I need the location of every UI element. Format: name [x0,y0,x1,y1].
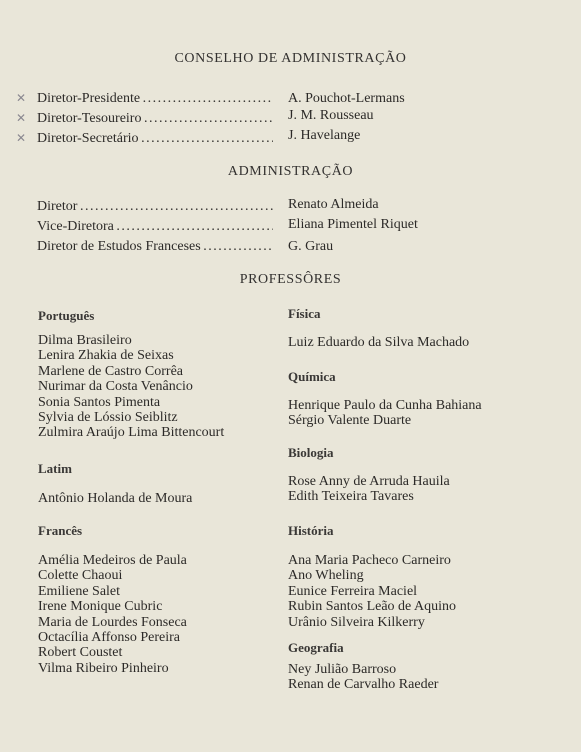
teacher-name: Renan de Carvalho Raeder [288,677,439,693]
teacher-name: Urânio Silveira Kilkerry [288,614,425,630]
teacher-name: Dilma Brasileiro [38,333,132,348]
teacher-name: Amélia Medeiros de Paula [38,553,187,568]
teacher-name: Sonia Santos Pimenta [38,394,161,410]
person-name: J. M. Rousseau [288,108,374,123]
teacher-name: Antônio Holanda de Moura [38,491,193,506]
teacher-name: Edith Teixeira Tavares [288,489,414,505]
teacher-name: Luiz Eduardo da Silva Machado [288,335,470,350]
teacher-name: Zulmira Araújo Lima Bittencourt [38,425,225,441]
teacher-name: Rubin Santos Leão de Aquino [288,599,456,615]
teacher-list [38,491,192,506]
subject-heading: Português [38,308,95,323]
role-label: Diretor-Presidente . . . [37,91,273,107]
teacher-name: Henrique Paulo da Cunha Bahiana [288,398,482,413]
person-name: A. Pouchot-Lermans [288,91,405,106]
council-heading: CONSELHO DE ADMINISTRAÇÃO [174,51,407,66]
teacher-name: Ney Julião Barroso [288,662,397,677]
subject-heading: Latim [38,461,72,476]
teacher-name: Eunice Ferreira Maciel [288,583,418,599]
teacher-name: Rose Anny de Arruda Hauila [288,474,450,489]
teacher-name: Maria de Lourdes Fonseca [38,614,187,630]
teacher-list [288,662,438,693]
person-name: Renato Almeida [288,197,379,212]
teacher-list [288,335,469,350]
teacher-list [288,398,482,429]
teacher-name: Vilma Ribeiro Pinheiro [38,660,169,676]
role-label: Diretor de Estudos Franceses . . . [37,239,273,255]
subject-heading: História [288,523,334,538]
role-label: Vice-Diretora . . . [37,219,273,235]
teacher-name: Sylvia de Lóssio Seiblitz [38,410,178,426]
teacher-name: Nurimar da Costa Venâncio [38,379,193,395]
role-label: Diretor-Secretário . . . [37,131,273,147]
teacher-list [288,553,456,630]
subject-heading: Química [288,369,336,384]
teacher-name: Emiliene Salet [38,583,121,599]
person-name: Eliana Pimentel Riquet [288,217,418,232]
role-label: Diretor . . . [37,199,273,215]
role-label: Diretor-Tesoureiro . . . [37,111,273,127]
person-name: J. Havelange [288,128,361,143]
teacher-name: Ana Maria Pacheco Carneiro [288,553,451,568]
subject-heading: Geografia [288,640,344,655]
administration-heading: ADMINISTRAÇÃO [227,164,354,179]
teacher-name: Robert Coustet [38,645,123,661]
teacher-name: Irene Monique Cubric [38,599,163,615]
pencil-tick-icon: ✕ [16,111,27,125]
teacher-list [288,474,450,505]
pencil-tick-icon: ✕ [16,91,27,105]
teacher-name: Marlene de Castro Corrêa [38,363,183,379]
teacher-name: Ano Wheling [288,568,364,584]
subject-heading: Biologia [288,445,334,460]
teacher-list [38,333,224,441]
pencil-tick-icon: ✕ [16,131,27,145]
teacher-name: Octacília Affonso Pereira [38,630,181,646]
teachers-heading: PROFESSÔRES [239,272,342,287]
subject-heading: Francês [38,523,83,538]
teacher-name: Lenira Zhakia de Seixas [38,348,174,364]
subject-heading: Física [288,306,321,321]
teacher-name: Sérgio Valente Duarte [288,413,412,429]
teacher-list [38,553,187,676]
person-name: G. Grau [288,239,334,254]
teacher-name: Colette Chaoui [38,568,123,584]
